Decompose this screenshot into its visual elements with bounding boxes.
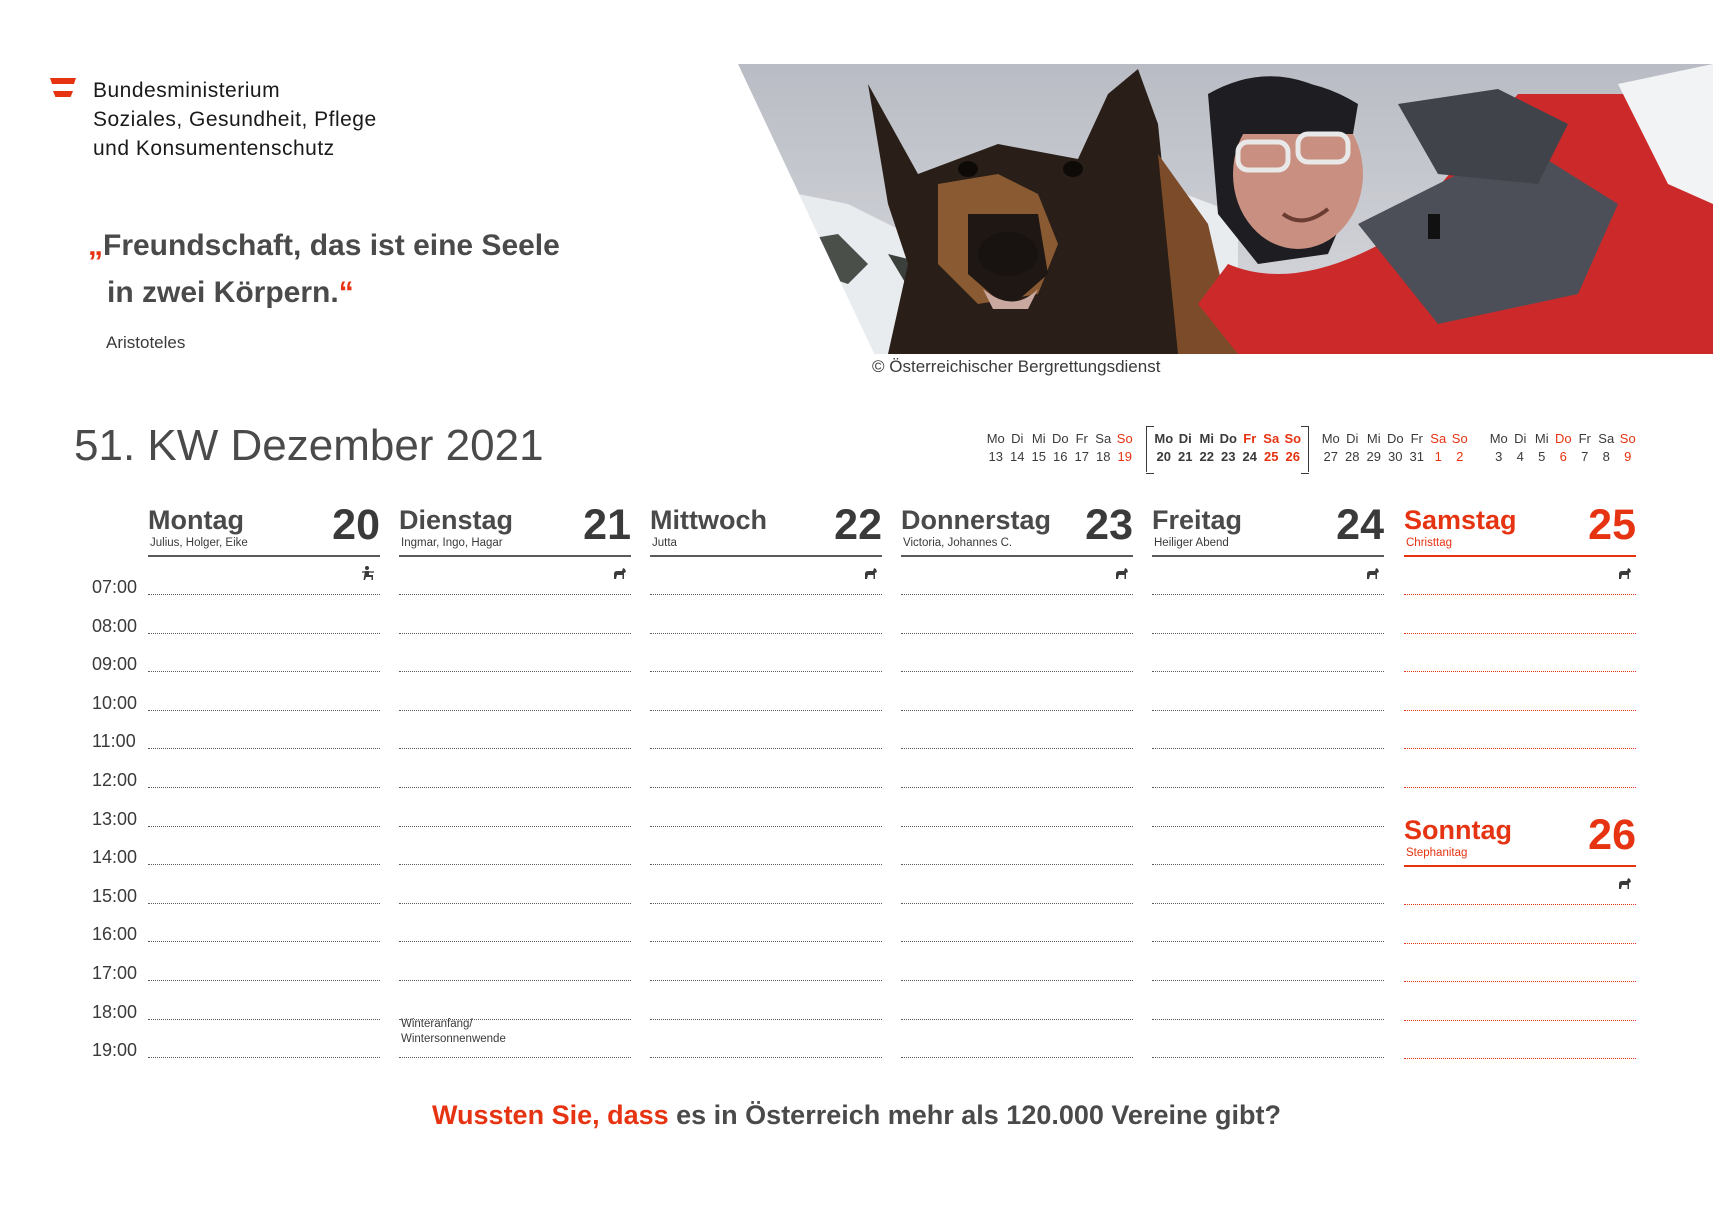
time-label: 14:00 <box>92 847 138 868</box>
mini-calendar-weekday: Mi <box>1199 431 1214 446</box>
time-label: 13:00 <box>92 808 138 829</box>
day-name: Mittwoch <box>650 505 767 535</box>
mini-calendar-day: 27 <box>1323 449 1338 464</box>
time-slot-line[interactable] <box>148 1019 380 1020</box>
time-slot-line[interactable] <box>148 903 380 904</box>
time-slot-line[interactable] <box>1404 1058 1636 1059</box>
time-label: 09:00 <box>92 654 138 675</box>
time-slot-line[interactable] <box>650 826 882 827</box>
mini-calendar-weekday: So <box>1116 431 1133 446</box>
mini-calendar-weekday: Di <box>1514 431 1527 446</box>
time-slot-line[interactable] <box>650 710 882 711</box>
day-name: Samstag <box>1404 505 1517 535</box>
mini-calendar-day: 21 <box>1178 449 1193 464</box>
day-number: 24 <box>1336 501 1384 549</box>
day-column-dienstag <box>399 501 631 1045</box>
mini-calendar-day: 23 <box>1221 449 1236 464</box>
mini-calendar-weekday: Di <box>1346 431 1359 446</box>
logo-line-2: Soziales, Gesundheit, Pflege <box>93 108 377 131</box>
mini-calendar-weekday: So <box>1451 431 1468 446</box>
day-name: Freitag <box>1152 505 1243 535</box>
dog-icon <box>1113 565 1129 581</box>
time-slot-line[interactable] <box>399 980 631 981</box>
mini-calendar-day: 1 <box>1434 449 1442 464</box>
day-number: 25 <box>1588 501 1636 549</box>
current-week-bracket <box>1146 426 1309 472</box>
time-slot-line[interactable] <box>901 748 1133 749</box>
day-number: 22 <box>834 501 882 549</box>
photo-credit: © Österreichischer Bergrettungsdienst <box>872 357 1161 376</box>
time-slot-line[interactable] <box>901 980 1133 981</box>
quote-author: Aristoteles <box>106 333 186 352</box>
mini-calendar-day: 5 <box>1538 449 1546 464</box>
name-day-list: Christtag <box>1406 537 1453 549</box>
mini-calendar-prev-week <box>985 430 1136 466</box>
time-slot-line[interactable] <box>399 1057 631 1058</box>
day-note-line-1: Winteranfang/ <box>401 1018 473 1030</box>
mini-calendar-header-row <box>1320 430 1471 448</box>
mini-calendar-day: 28 <box>1345 449 1360 464</box>
time-slot-line[interactable] <box>901 1057 1133 1058</box>
quote-line-2: in zwei Körpern. <box>107 276 339 309</box>
day-header-rule <box>1152 555 1384 557</box>
time-slot-line[interactable] <box>1404 904 1636 905</box>
mini-calendar-day: 31 <box>1409 449 1424 464</box>
time-slot-line[interactable] <box>1404 710 1636 711</box>
time-slot-line[interactable] <box>650 787 882 788</box>
mini-calendar-day: 26 <box>1285 449 1300 464</box>
mini-calendar-weekday: So <box>1619 431 1636 446</box>
mini-calendar-days-row <box>1320 448 1471 466</box>
mini-calendar-day: 29 <box>1366 449 1381 464</box>
mini-calendar-day: 9 <box>1624 449 1632 464</box>
mini-calendar-header-row <box>1488 430 1639 448</box>
mini-calendar-weekday: Mi <box>1031 431 1046 446</box>
time-slot-line[interactable] <box>148 594 380 595</box>
time-slot-line[interactable] <box>399 633 631 634</box>
name-day-list: Ingmar, Ingo, Hagar <box>401 537 503 549</box>
day-column-donnerstag <box>901 501 1133 555</box>
day-name: Donnerstag <box>901 505 1052 535</box>
dog-icon <box>862 565 878 581</box>
day-number: 21 <box>583 501 631 549</box>
time-slot-line[interactable] <box>1152 748 1384 749</box>
dog-icon <box>1616 565 1632 581</box>
mini-calendar-weekday: Sa <box>1430 431 1447 446</box>
mini-calendar-weekday: Mo <box>1489 431 1508 446</box>
dog-icon <box>611 565 627 581</box>
time-slot-line[interactable] <box>399 594 631 595</box>
time-slot-line[interactable] <box>1152 633 1384 634</box>
day-note-line-2: Wintersonnenwende <box>401 1033 506 1045</box>
time-slot-line[interactable] <box>901 903 1133 904</box>
mini-calendar-weekday: Do <box>1219 431 1237 446</box>
day-header-rule <box>148 555 380 557</box>
quote-close-mark: “ <box>338 276 354 309</box>
time-slot-line[interactable] <box>901 710 1133 711</box>
mini-calendar-day: 7 <box>1581 449 1589 464</box>
time-slot-line[interactable] <box>1404 671 1636 672</box>
time-label: 17:00 <box>92 963 138 983</box>
quote-line-1: Freundschaft, das ist eine Seele <box>103 229 560 262</box>
name-day-list: Julius, Holger, Eike <box>150 537 248 549</box>
mini-calendar-day: 13 <box>988 449 1003 464</box>
time-slot-line[interactable] <box>650 903 882 904</box>
mini-calendar-weekday: Mo <box>1321 431 1340 446</box>
mini-calendar-weekday: Do <box>1386 431 1404 446</box>
mini-calendar-day: 4 <box>1516 449 1524 464</box>
name-day-list: Victoria, Johannes C. <box>903 537 1013 549</box>
mini-calendar-day: 22 <box>1199 449 1214 464</box>
mini-calendar-weekday: Fr <box>1243 431 1257 446</box>
time-slot-line[interactable] <box>650 633 882 634</box>
mini-calendar-weekday: Do <box>1554 431 1572 446</box>
time-slot-line[interactable] <box>1404 787 1636 788</box>
time-slot-line[interactable] <box>1152 980 1384 981</box>
time-slot-line[interactable] <box>148 710 380 711</box>
mini-calendar-weekday: Do <box>1051 431 1069 446</box>
day-number: 20 <box>332 501 380 549</box>
did-you-know <box>0 1100 1713 1131</box>
did-you-know-text: es in Österreich mehr als 120.000 Vereine gibt? <box>668 1100 1281 1130</box>
mini-calendar-day: 6 <box>1559 449 1567 464</box>
mini-calendar-day: 30 <box>1388 449 1403 464</box>
mini-calendar-days-row <box>1488 448 1639 466</box>
time-slot-line[interactable] <box>399 903 631 904</box>
mini-calendar-next-week <box>1320 430 1471 466</box>
time-slot-line[interactable] <box>148 671 380 672</box>
day-header-rule <box>1404 555 1636 557</box>
mini-calendar-day: 20 <box>1156 449 1171 464</box>
mini-calendar-week-after <box>1488 430 1639 466</box>
time-label: 07:00 <box>92 577 138 597</box>
time-slot-line[interactable] <box>901 594 1133 595</box>
quote-open-mark: „ <box>88 229 103 262</box>
time-slot-line[interactable] <box>901 941 1133 942</box>
logo-line-3: und Konsumentenschutz <box>93 137 335 160</box>
mini-calendar-day: 14 <box>1010 449 1025 464</box>
time-slot-line[interactable] <box>399 748 631 749</box>
mini-calendar-weekday: Fr <box>1578 431 1591 446</box>
mini-calendar-weekday: Sa <box>1095 431 1112 446</box>
name-day-list: Stephanitag <box>1406 847 1468 859</box>
day-column-samstag <box>1404 501 1636 555</box>
mini-calendar-day: 25 <box>1264 449 1279 464</box>
time-slot-line[interactable] <box>148 1057 380 1058</box>
time-slot-line[interactable] <box>148 864 380 865</box>
time-slot-line[interactable] <box>1152 864 1384 865</box>
time-slot-line[interactable] <box>148 748 380 749</box>
day-note <box>401 1017 506 1047</box>
day-name: Sonntag <box>1404 815 1512 845</box>
time-slot-line[interactable] <box>1152 826 1384 827</box>
week-title: 51. KW Dezember 2021 <box>74 421 544 470</box>
time-slot-line[interactable] <box>650 864 882 865</box>
mini-calendar-day: 16 <box>1053 449 1068 464</box>
time-slot-line[interactable] <box>399 710 631 711</box>
day-column-freitag <box>1152 501 1384 555</box>
time-label: 16:00 <box>92 924 138 945</box>
time-slot-line[interactable] <box>901 671 1133 672</box>
quote <box>88 222 648 316</box>
did-you-know-highlight: Wussten Sie, dass <box>432 1100 669 1130</box>
time-label: 19:00 <box>92 1040 138 1061</box>
time-slot-line[interactable] <box>1152 1019 1384 1020</box>
mini-calendar-weekday: So <box>1284 431 1302 446</box>
mini-calendar-day: 2 <box>1456 449 1464 464</box>
day-column-mittwoch <box>650 501 882 555</box>
mini-calendar-weekday: Fr <box>1410 431 1423 446</box>
mini-calendar-day: 3 <box>1495 449 1503 464</box>
time-slot-line[interactable] <box>901 1019 1133 1020</box>
day-number: 26 <box>1588 811 1636 859</box>
time-slot-line[interactable] <box>650 941 882 942</box>
time-slot-line[interactable] <box>399 671 631 672</box>
time-slot-line[interactable] <box>399 941 631 942</box>
time-slot-line[interactable] <box>901 826 1133 827</box>
chair-person-icon <box>360 565 376 581</box>
time-slot-line[interactable] <box>148 633 380 634</box>
time-label: 12:00 <box>92 770 138 790</box>
time-label: 10:00 <box>92 692 138 713</box>
time-slot-line[interactable] <box>1404 633 1636 634</box>
time-slot-line[interactable] <box>1152 1057 1384 1058</box>
mini-calendar-weekday: Mi <box>1366 431 1381 446</box>
mini-calendar-days-row <box>985 448 1136 466</box>
dog-icon <box>1364 565 1380 581</box>
time-label: 08:00 <box>92 615 138 636</box>
photo-dog-and-rescuer <box>738 64 1713 354</box>
day-header-rule <box>901 555 1133 557</box>
time-slot-line[interactable] <box>1152 903 1384 904</box>
day-header-rule <box>650 555 882 557</box>
time-slot-line[interactable] <box>148 980 380 981</box>
time-slot-line[interactable] <box>1404 981 1636 982</box>
day-header-rule <box>399 555 631 557</box>
mini-calendar-weekday: Sa <box>1263 431 1280 446</box>
time-slot-line[interactable] <box>399 826 631 827</box>
time-slot-line[interactable] <box>650 671 882 672</box>
time-slot-line[interactable] <box>650 748 882 749</box>
day-column-montag <box>148 501 380 555</box>
name-day-list: Heiliger Abend <box>1154 537 1229 549</box>
time-slot-line[interactable] <box>1152 671 1384 672</box>
time-label: 18:00 <box>92 1001 138 1022</box>
mini-calendar-weekday: Mo <box>1154 431 1174 446</box>
mini-calendar-weekday: Mo <box>986 431 1005 446</box>
time-slot-line[interactable] <box>901 633 1133 634</box>
time-slot-line[interactable] <box>1404 1020 1636 1021</box>
time-slot-line[interactable] <box>399 864 631 865</box>
day-column-sonntag <box>1404 811 1636 865</box>
day-number: 23 <box>1085 501 1133 549</box>
mini-calendar-weekday: Mi <box>1534 431 1549 446</box>
time-slot-line[interactable] <box>148 826 380 827</box>
time-slot-line[interactable] <box>901 787 1133 788</box>
mini-calendar-weekday: Di <box>1011 431 1024 446</box>
mini-calendar-day: 24 <box>1242 449 1257 464</box>
mini-calendar-weekday: Fr <box>1075 431 1088 446</box>
mini-calendar-day: 17 <box>1074 449 1089 464</box>
time-slot-line[interactable] <box>901 864 1133 865</box>
day-name: Montag <box>148 505 244 535</box>
dog-icon <box>1616 875 1632 891</box>
time-slot-line[interactable] <box>650 594 882 595</box>
mini-calendar-header-row <box>985 430 1136 448</box>
austria-flag-icon <box>50 78 76 98</box>
time-slot-line[interactable] <box>650 980 882 981</box>
time-slot-line[interactable] <box>650 1019 882 1020</box>
time-slot-line[interactable] <box>1152 594 1384 595</box>
time-slot-line[interactable] <box>1152 941 1384 942</box>
time-slot-line[interactable] <box>1152 710 1384 711</box>
time-label: 15:00 <box>92 885 138 906</box>
time-slot-line[interactable] <box>1404 943 1636 944</box>
day-name: Dienstag <box>399 505 514 535</box>
mini-calendar-day: 19 <box>1117 449 1132 464</box>
time-slot-line[interactable] <box>399 787 631 788</box>
time-slot-line[interactable] <box>1404 594 1636 595</box>
name-day-list: Jutta <box>652 537 677 549</box>
time-slot-line[interactable] <box>148 787 380 788</box>
mini-calendar-day: 8 <box>1602 449 1610 464</box>
time-slot-line[interactable] <box>650 1057 882 1058</box>
time-slot-line[interactable] <box>148 941 380 942</box>
mini-calendar-weekday: Di <box>1178 431 1192 446</box>
day-header-rule <box>1404 865 1636 867</box>
time-slot-line[interactable] <box>1404 748 1636 749</box>
mini-calendar-weekday: Sa <box>1598 431 1615 446</box>
time-label: 11:00 <box>92 731 136 752</box>
logo-line-1: Bundesministerium <box>93 79 281 102</box>
mini-calendar-day: 18 <box>1096 449 1111 464</box>
time-slot-line[interactable] <box>1152 787 1384 788</box>
mini-calendar-day: 15 <box>1031 449 1046 464</box>
